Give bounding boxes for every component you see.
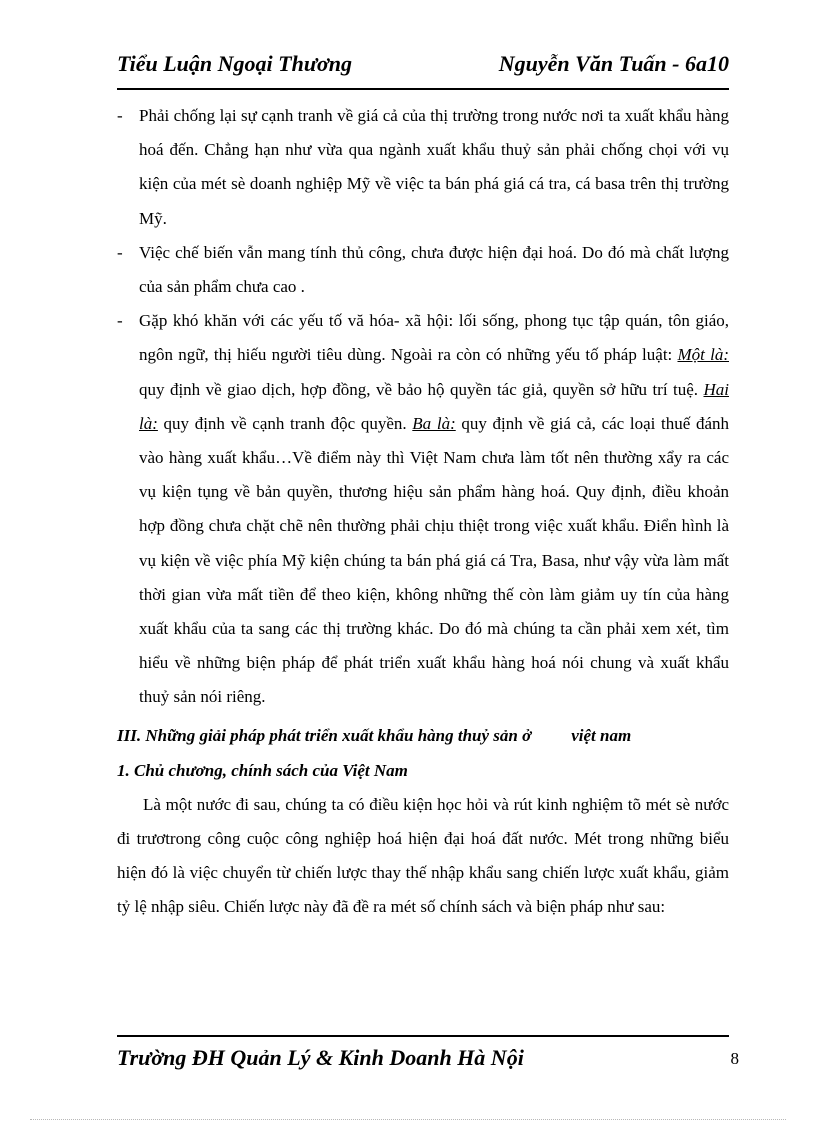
bullet-dash: -: [117, 106, 123, 125]
underlined-term-hai-la: Hai là:: [139, 379, 729, 433]
footer-school: Trường ĐH Quản Lý & Kinh Doanh Hà Nội: [117, 1045, 524, 1070]
bullet-item: [117, 99, 729, 236]
bullet-text: Việc chế biến vẫn mang tính thủ công, chưa được hiện đại hoá. Do đó mà chất lượng của sản phẩm chưa cao .: [139, 242, 729, 297]
bullet-text: quy định về giá cả, các loại thuế đánh vào hàng xuất khẩu…Về điểm này thì Việt Nam chưa làm tốt nên thường xẩy ra các vụ kiện tụng về bản quyền, thương hiệu sản phẩm hàng hoá. Quy định, điều khoản hợp đồng chưa chặt chẽ nên thường phải chịu thiệt trong việc xuất khẩu. Điển hình là vụ kiện về việc phía Mỹ kiện chúng ta bán phá giá cá Tra, Basa, như vậy vừa làm mất thời gian vừa mất tiền để theo kiện, không những thế còn làm giảm uy tín của hàng xuất khẩu của ta sang các thị trường khác. Do đó mà chúng ta cần phải xem xét, tìm hiểu về những biện pháp để phát triển xuất khẩu hàng hoá nói chung và xuất khẩu thuỷ sản nói riêng.: [139, 413, 729, 707]
subsection-heading: 1. Chủ chương, chính sách của Việt Nam: [117, 760, 408, 780]
bullet-item: [117, 304, 729, 714]
header-author: Nguyễn Văn Tuấn - 6a10: [498, 51, 729, 76]
bullet-text: quy định về giao dịch, hợp đồng, về bảo hộ quyền tác giả, quyền sở hữu trí tuệ.: [139, 379, 704, 399]
bullet-text: Phải chống lại sự cạnh tranh về giá cả của thị trường trong nước nơi ta xuất khẩu hàng hoá đến. Chẳng hạn như vừa qua ngành xuất khẩu thuỷ sản phải chống chọi với vụ kiện của mét sè doanh nghiệp Mỹ về việc ta bán phá giá cá tra, cá basa trên thị trường Mỹ.: [139, 106, 729, 228]
section-heading-text: III. Những giải pháp phát triển xuất khẩu hàng thuỷ sản ở: [117, 725, 532, 745]
document-body: [117, 99, 729, 924]
bullet-text: Gặp khó khăn với các yếu tố vă hóa- xã hội: lối sống, phong tục tập quán, tôn giáo, ngôn ngữ, thị hiếu người tiêu dùng. Ngoài ra còn có những yếu tố pháp luật:: [139, 311, 729, 365]
page-footer: [117, 1035, 739, 1070]
page-header: [117, 48, 729, 90]
bullet-item: [117, 236, 729, 304]
bullet-text: quy định về cạnh tranh độc quyền.: [157, 413, 413, 433]
bullet-dash: -: [117, 242, 123, 262]
body-paragraph: Là một nước đi sau, chúng ta có điều kiện học hỏi và rút kinh nghiệm tõ mét sè nước đi trươtrong công cuộc công nghiệp hoá hiện đại hoá đất nước. Mét trong những biểu hiện đó là việc chuyển từ chiến lược thay thế nhập khẩu sang chiến lược xuất khẩu, giảm tỷ lệ nhập siêu. Chiến lược này đã đề ra mét số chính sách và biện pháp như sau:: [117, 794, 729, 917]
underlined-term-ba-la: Ba là:: [412, 413, 456, 433]
section-heading-text-end: việt nam: [571, 725, 632, 745]
section-heading: [117, 718, 729, 753]
page-number: 8: [730, 1049, 739, 1068]
header-title: Tiểu Luận Ngoại Thương: [117, 51, 353, 76]
page-bottom-rule: [30, 1119, 786, 1120]
bullet-dash: -: [117, 311, 123, 331]
underlined-term-mot-la: Một là:: [677, 345, 729, 365]
